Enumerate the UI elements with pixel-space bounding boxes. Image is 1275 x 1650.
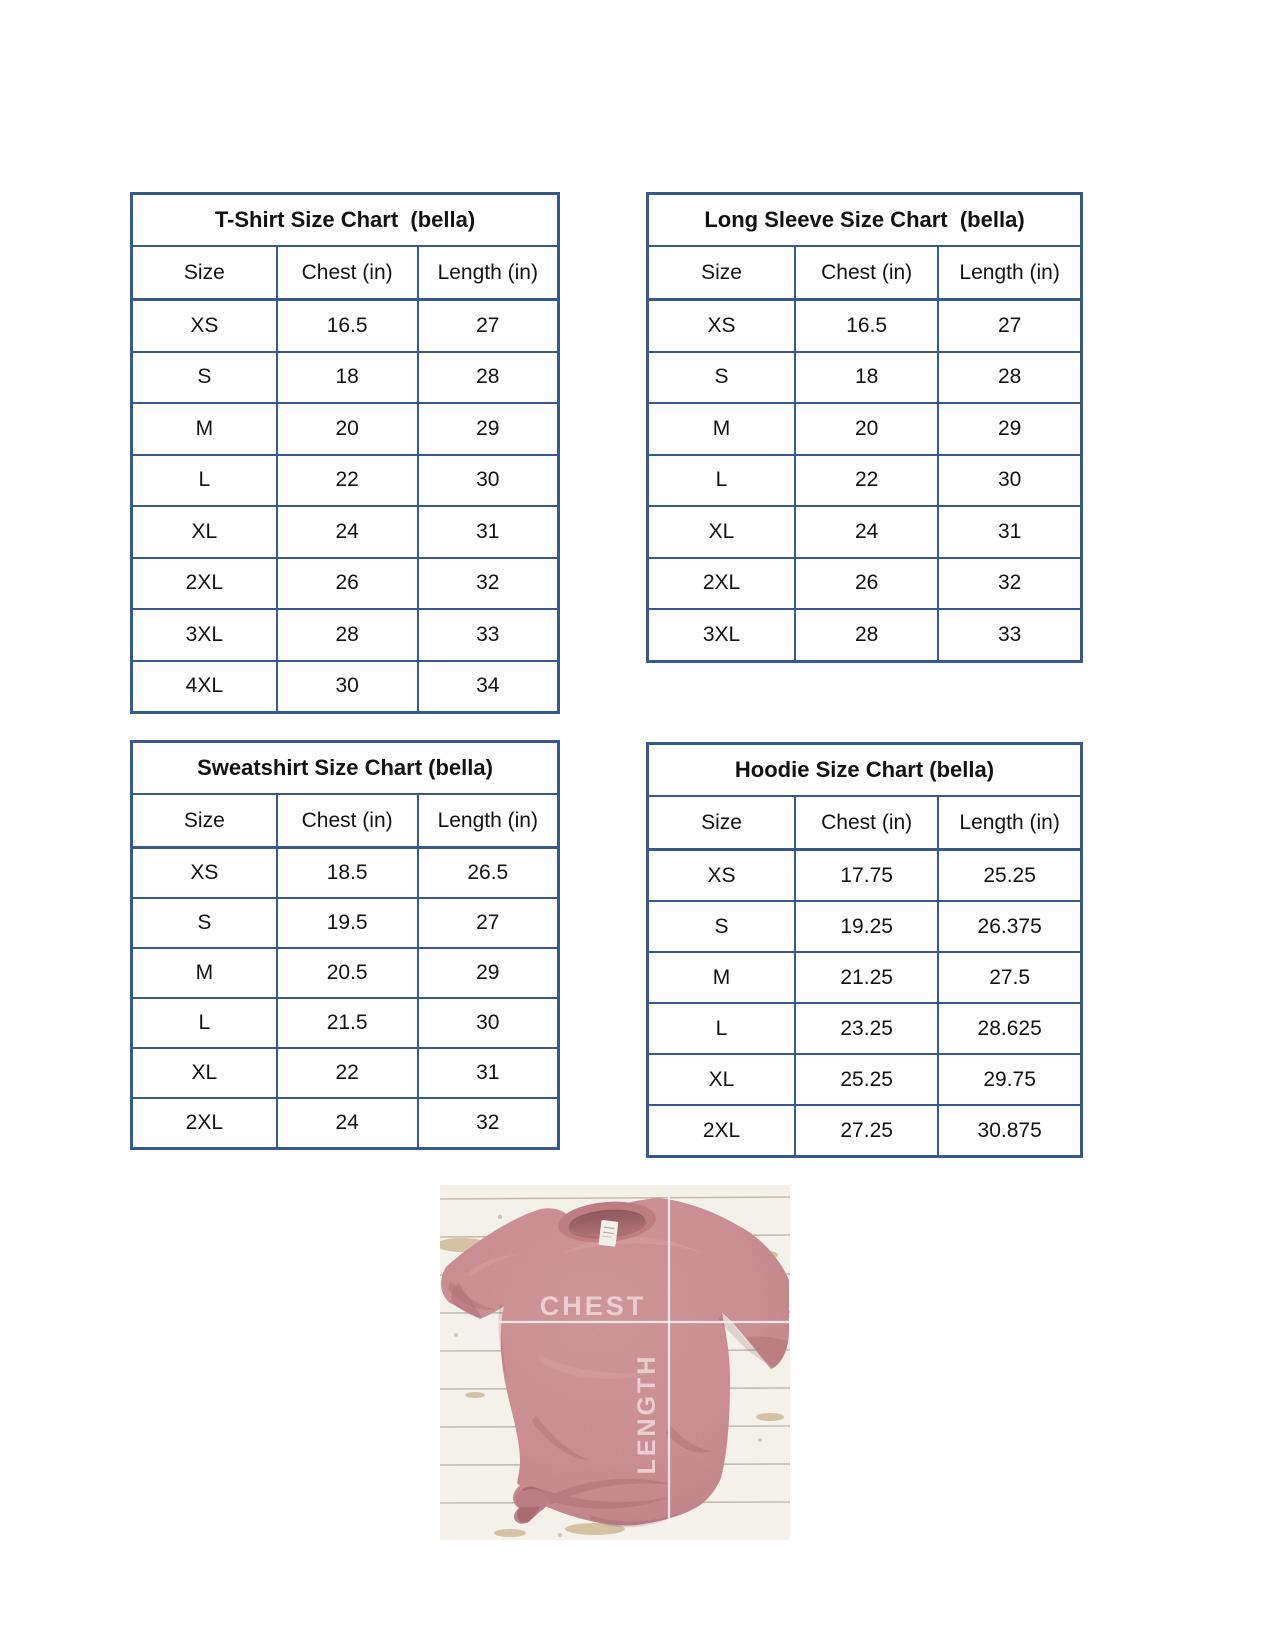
table-row <box>132 1048 559 1098</box>
table-cell: 25.25 <box>938 850 1081 902</box>
table-cell: 16.5 <box>277 300 418 352</box>
table-cell: 19.25 <box>795 901 938 952</box>
table-cell: 26.5 <box>418 848 559 899</box>
table-cell: 18.5 <box>277 848 418 899</box>
longsleeve-size-chart-table <box>646 192 1083 663</box>
table-row <box>132 848 559 899</box>
table-cell: 22 <box>795 455 938 507</box>
table-cell: 24 <box>795 506 938 558</box>
column-header-size: Size <box>648 246 796 300</box>
table-cell: S <box>648 901 796 952</box>
table-cell: XL <box>648 506 796 558</box>
table-row <box>132 609 559 661</box>
table-title-row <box>132 194 559 247</box>
table-cell: 29 <box>938 403 1081 455</box>
table-cell: 2XL <box>648 558 796 610</box>
table-cell: 22 <box>277 455 418 507</box>
table-cell: 4XL <box>132 661 277 713</box>
table-row <box>132 352 559 404</box>
table-cell: 18 <box>795 352 938 404</box>
table-cell: 33 <box>938 609 1081 661</box>
table-cell: 23.25 <box>795 1003 938 1054</box>
table-cell: 24 <box>277 1098 418 1149</box>
table-row <box>132 558 559 610</box>
table-cell: L <box>132 455 277 507</box>
hoodie-size-chart-table <box>646 742 1083 1158</box>
table-title-row <box>648 194 1082 247</box>
table-cell: 26 <box>795 558 938 610</box>
table-cell: S <box>132 352 277 404</box>
table-cell: 21.25 <box>795 952 938 1003</box>
table-cell: 24 <box>277 506 418 558</box>
table-row <box>648 952 1082 1003</box>
table-cell: XS <box>132 848 277 899</box>
table-cell: 20.5 <box>277 948 418 998</box>
table-cell: 32 <box>418 1098 559 1149</box>
table-cell: XL <box>132 1048 277 1098</box>
table-row <box>648 1105 1082 1157</box>
table-cell: 21.5 <box>277 998 418 1048</box>
table-cell: XL <box>648 1054 796 1105</box>
table-cell: 30 <box>938 455 1081 507</box>
table-cell: 27 <box>418 898 559 948</box>
table-cell: 28 <box>795 609 938 661</box>
table-title: T-Shirt Size Chart (bella) <box>132 194 559 247</box>
table-cell: 29 <box>418 948 559 998</box>
table-cell: XS <box>648 850 796 902</box>
table-cell: 2XL <box>648 1105 796 1157</box>
table-header-row <box>648 796 1082 850</box>
table-row <box>648 455 1082 507</box>
table-cell: 31 <box>418 1048 559 1098</box>
table-header-row <box>132 794 559 848</box>
table-cell: 28 <box>938 352 1081 404</box>
size-guide-photo <box>440 1185 790 1540</box>
table-row <box>648 1003 1082 1054</box>
table-cell: 28 <box>418 352 559 404</box>
table-row <box>648 609 1082 661</box>
table-cell: 32 <box>938 558 1081 610</box>
column-header-length: Length (in) <box>418 794 559 848</box>
table-cell: 17.75 <box>795 850 938 902</box>
table-row <box>132 948 559 998</box>
table-cell: 34 <box>418 661 559 713</box>
table-cell: XL <box>132 506 277 558</box>
sweatshirt-size-chart-table <box>130 740 560 1150</box>
table-row <box>132 506 559 558</box>
column-header-chest: Chest (in) <box>795 246 938 300</box>
table-row <box>648 558 1082 610</box>
table-cell: 25.25 <box>795 1054 938 1105</box>
column-header-size: Size <box>648 796 796 850</box>
table-row <box>132 455 559 507</box>
table-cell: 2XL <box>132 1098 277 1149</box>
table-cell: 27 <box>418 300 559 352</box>
table-row <box>648 300 1082 352</box>
table-cell: 30 <box>277 661 418 713</box>
table-row <box>648 352 1082 404</box>
table-title: Long Sleeve Size Chart (bella) <box>648 194 1082 247</box>
table-cell: 18 <box>277 352 418 404</box>
table-cell: L <box>132 998 277 1048</box>
chest-label: CHEST <box>539 1291 647 1321</box>
column-header-length: Length (in) <box>938 796 1081 850</box>
table-row <box>648 901 1082 952</box>
table-row <box>648 506 1082 558</box>
table-cell: 26.375 <box>938 901 1081 952</box>
table-cell: 30 <box>418 455 559 507</box>
table-row <box>648 850 1082 902</box>
table-cell: M <box>132 948 277 998</box>
table-cell: 28.625 <box>938 1003 1081 1054</box>
table-cell: 27.5 <box>938 952 1081 1003</box>
table-cell: L <box>648 455 796 507</box>
table-cell: 29.75 <box>938 1054 1081 1105</box>
table-cell: S <box>648 352 796 404</box>
table-cell: M <box>648 952 796 1003</box>
table-cell: 31 <box>418 506 559 558</box>
table-cell: 27.25 <box>795 1105 938 1157</box>
table-title-row <box>132 742 559 795</box>
table-header-row <box>648 246 1082 300</box>
length-label: LENGTH <box>633 1353 661 1475</box>
table-row <box>132 300 559 352</box>
table-title-row <box>648 744 1082 797</box>
column-header-length: Length (in) <box>418 246 559 300</box>
table-cell: 30.875 <box>938 1105 1081 1157</box>
table-cell: XS <box>648 300 796 352</box>
table-title: Sweatshirt Size Chart (bella) <box>132 742 559 795</box>
table-cell: M <box>648 403 796 455</box>
table-title: Hoodie Size Chart (bella) <box>648 744 1082 797</box>
table-cell: 19.5 <box>277 898 418 948</box>
table-cell: L <box>648 1003 796 1054</box>
tshirt-measurement-graphic <box>440 1185 790 1540</box>
column-header-size: Size <box>132 246 277 300</box>
table-cell: 16.5 <box>795 300 938 352</box>
table-cell: 2XL <box>132 558 277 610</box>
table-cell: 31 <box>938 506 1081 558</box>
table-cell: 30 <box>418 998 559 1048</box>
column-header-size: Size <box>132 794 277 848</box>
table-cell: 29 <box>418 403 559 455</box>
table-header-row <box>132 246 559 300</box>
table-row <box>132 403 559 455</box>
neck-tag <box>598 1220 618 1247</box>
table-cell: 3XL <box>648 609 796 661</box>
table-cell: 27 <box>938 300 1081 352</box>
table-cell: XS <box>132 300 277 352</box>
column-header-chest: Chest (in) <box>277 246 418 300</box>
tshirt-size-chart-table <box>130 192 560 714</box>
column-header-chest: Chest (in) <box>795 796 938 850</box>
table-row <box>132 998 559 1048</box>
table-row <box>648 1054 1082 1105</box>
table-cell: 20 <box>795 403 938 455</box>
table-cell: 32 <box>418 558 559 610</box>
table-row <box>132 661 559 713</box>
table-row <box>132 898 559 948</box>
table-cell: 26 <box>277 558 418 610</box>
column-header-length: Length (in) <box>938 246 1081 300</box>
table-cell: 3XL <box>132 609 277 661</box>
column-header-chest: Chest (in) <box>277 794 418 848</box>
table-row <box>132 1098 559 1149</box>
table-cell: S <box>132 898 277 948</box>
table-cell: 33 <box>418 609 559 661</box>
table-row <box>648 403 1082 455</box>
table-cell: 20 <box>277 403 418 455</box>
table-cell: 22 <box>277 1048 418 1098</box>
table-cell: M <box>132 403 277 455</box>
table-cell: 28 <box>277 609 418 661</box>
